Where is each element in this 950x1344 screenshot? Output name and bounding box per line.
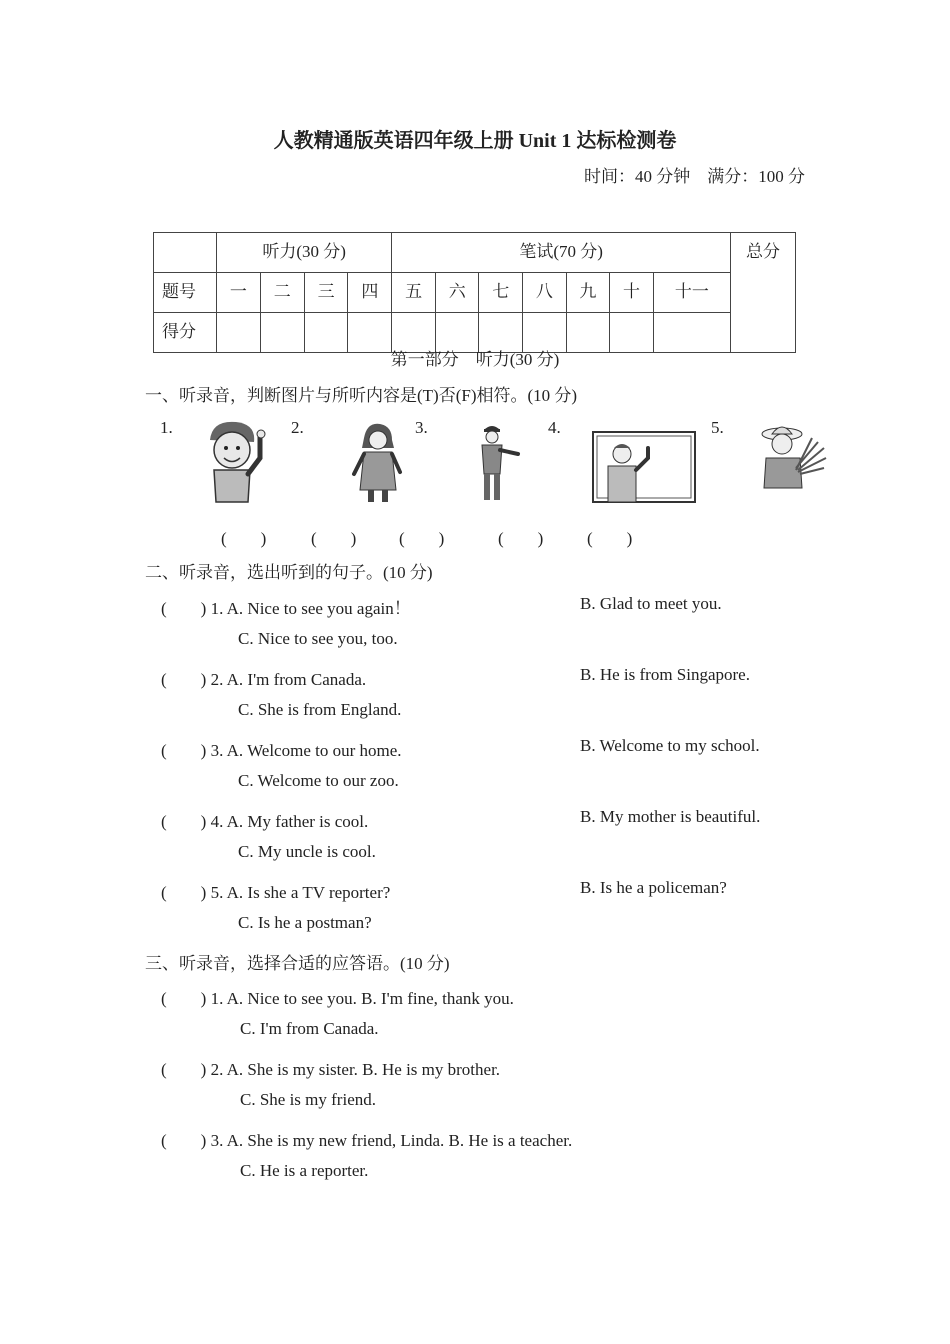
section2-heading: 二、听录音，选出听到的句子。(10 分) [145, 563, 433, 582]
picture-number: 2. [291, 418, 304, 437]
option-c: C. Welcome to our zoo. [238, 771, 399, 790]
boy-pointing-picture [198, 418, 280, 504]
number-cell: 五 [392, 273, 436, 313]
option-c: C. She is my friend. [240, 1090, 376, 1109]
picture-number: 5. [711, 418, 724, 437]
page-title: 人教精通版英语四年级上册 Unit 1 达标检测卷 [273, 130, 677, 152]
number-cell: 九 [566, 273, 610, 313]
picture-number: 4. [548, 418, 561, 437]
number-cell: 四 [348, 273, 392, 313]
section3-heading: 三、听录音，选择合适的应答语。(10 分) [145, 954, 450, 973]
number-cell: 六 [435, 273, 479, 313]
answer-blank[interactable]: ( ) [311, 529, 357, 548]
option-b: B. Welcome to my school. [580, 736, 760, 755]
listening-header: 听力(30 分) [217, 233, 392, 273]
corner-cell [154, 233, 217, 273]
question-stem: ( ) 3. A. Welcome to our home. [161, 741, 402, 760]
score-table [153, 232, 796, 353]
question-stem: ( ) 2. A. I'm from Canada. [161, 670, 367, 689]
teacher-blackboard-picture [592, 418, 696, 504]
option-c: C. Is he a postman? [238, 913, 372, 932]
policeman-picture [470, 418, 552, 504]
question-stem: ( ) 1. A. Nice to see you again！ [161, 599, 411, 618]
row-score-label: 得分 [154, 313, 217, 353]
question-stem: ( ) 5. A. Is she a TV reporter? [161, 883, 391, 902]
exam-meta: 时间：40 分钟 满分：100 分 [584, 167, 805, 186]
row-number-label: 题号 [154, 273, 217, 313]
option-b: B. My mother is beautiful. [580, 807, 761, 826]
option-c: C. He is a reporter. [240, 1161, 369, 1180]
number-cell: 十一 [653, 273, 730, 313]
option-b: B. Glad to meet you. [580, 594, 722, 613]
question-stem: ( ) 1. A. Nice to see you. B. I'm fine, thank you. [161, 989, 514, 1008]
answer-blank[interactable]: ( ) [221, 529, 267, 548]
number-cell: 七 [479, 273, 523, 313]
question-stem: ( ) 3. A. She is my new friend, Linda. B. He is a teacher. [161, 1131, 573, 1150]
number-cell: 十 [610, 273, 654, 313]
option-c: C. I'm from Canada. [240, 1019, 379, 1038]
answer-blank[interactable]: ( ) [587, 529, 633, 548]
part1-heading: 第一部分 听力(30 分) [390, 350, 560, 369]
farmer-wheat-picture [752, 418, 834, 504]
answer-blank[interactable]: ( ) [399, 529, 445, 548]
picture-number: 1. [160, 418, 173, 437]
option-c: C. Nice to see you, too. [238, 629, 398, 648]
picture-number: 3. [415, 418, 428, 437]
number-cell: 一 [217, 273, 261, 313]
girl-headscarf-picture [338, 418, 420, 504]
number-cell: 八 [523, 273, 567, 313]
option-b: B. He is from Singapore. [580, 665, 750, 684]
number-cell: 三 [304, 273, 348, 313]
section1-heading: 一、听录音，判断图片与所听内容是(T)否(F)相符。(10 分) [145, 386, 578, 405]
answer-blank[interactable]: ( ) [498, 529, 544, 548]
option-c: C. My uncle is cool. [238, 842, 376, 861]
option-c: C. She is from England. [238, 700, 402, 719]
total-header: 总分 [731, 233, 796, 353]
writing-header: 笔试(70 分) [392, 233, 731, 273]
question-stem: ( ) 2. A. She is my sister. B. He is my brother. [161, 1060, 501, 1079]
option-b: B. Is he a policeman? [580, 878, 727, 897]
question-stem: ( ) 4. A. My father is cool. [161, 812, 369, 831]
number-cell: 二 [260, 273, 304, 313]
